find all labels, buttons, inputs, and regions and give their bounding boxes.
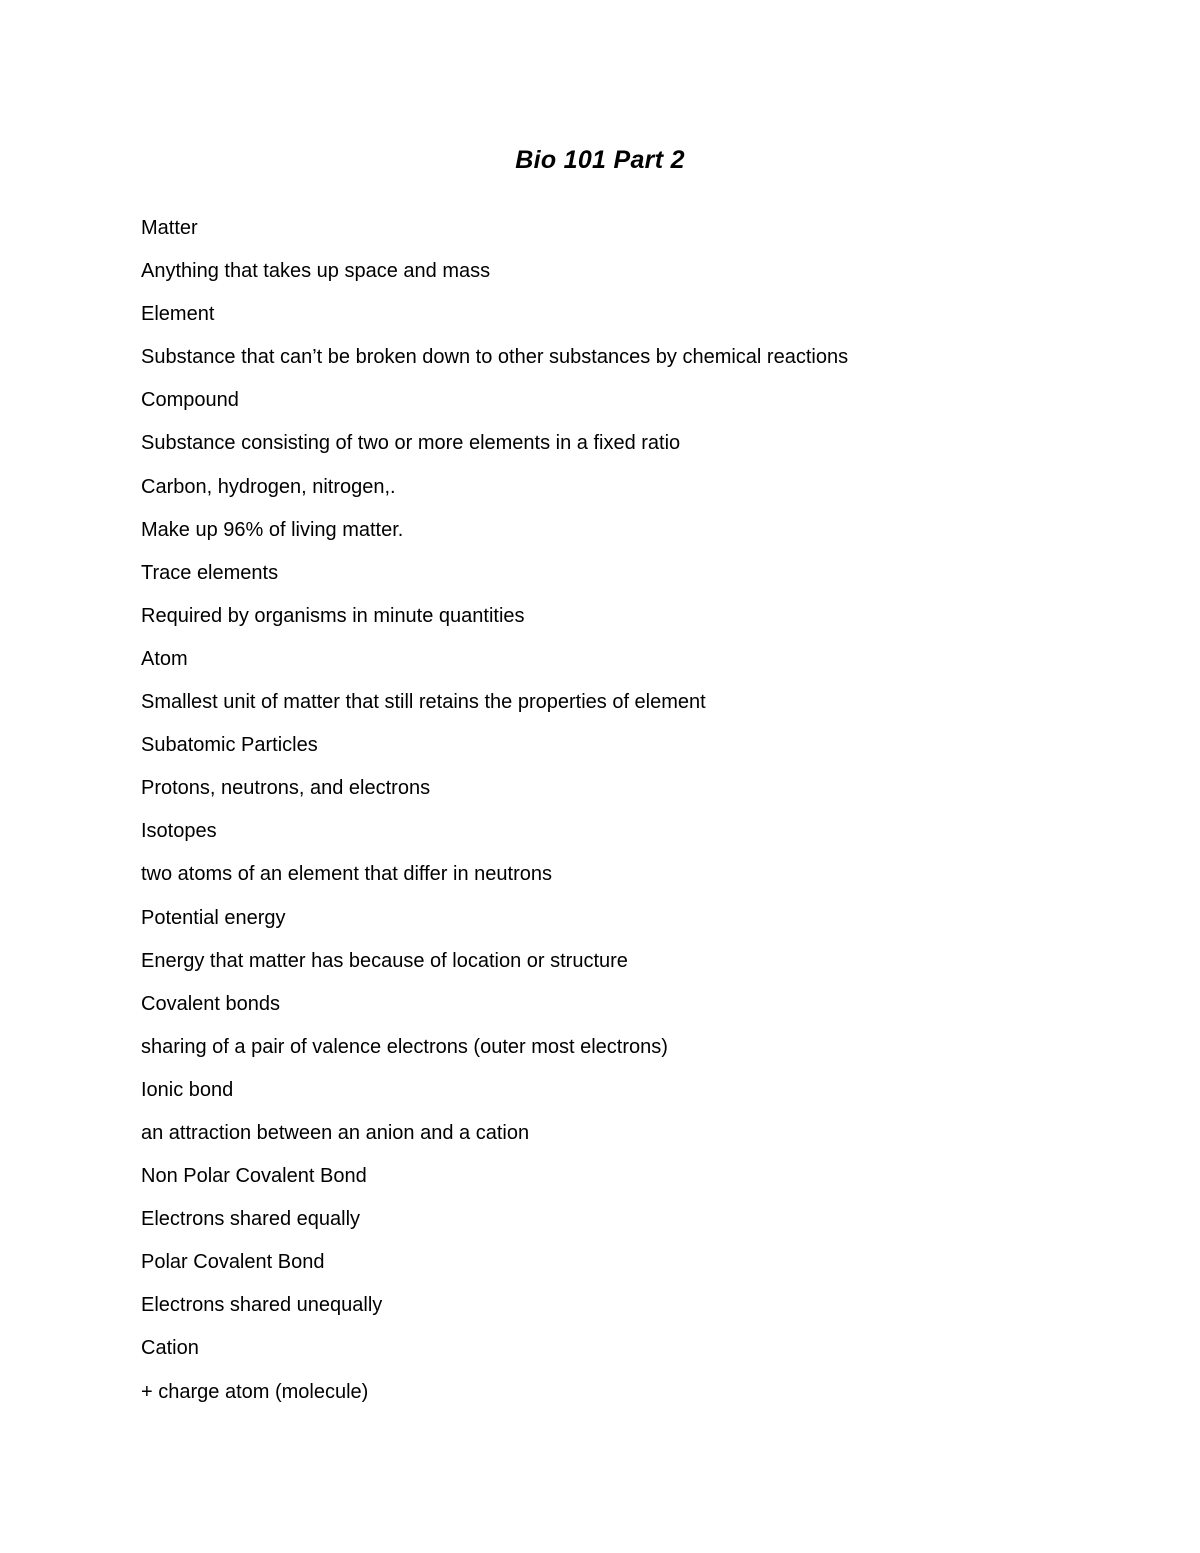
note-line: Matter xyxy=(141,217,198,239)
note-line: Protons, neutrons, and electrons xyxy=(141,777,431,800)
note-line: Non Polar Covalent Bond xyxy=(141,1165,367,1188)
note-line: Potential energy xyxy=(141,906,286,929)
note-line: Anything that takes up space and mass xyxy=(141,260,491,283)
note-line: Substance that can’t be broken down to other substances by chemical reactions xyxy=(141,346,849,369)
note-line: Compound xyxy=(141,389,239,412)
note-line: Carbon, hydrogen, nitrogen,. xyxy=(141,475,396,498)
note-line: Smallest unit of matter that still retains the properties of element xyxy=(141,691,706,714)
note-line: Covalent bonds xyxy=(141,992,280,1015)
notes-list xyxy=(141,210,1141,1417)
note-line: Trace elements xyxy=(141,561,279,584)
note-line: Isotopes xyxy=(141,820,217,843)
note-line: Polar Covalent Bond xyxy=(141,1251,325,1274)
note-line: Atom xyxy=(141,647,188,670)
note-line: sharing of a pair of valence electrons (outer most electrons) xyxy=(141,1035,668,1058)
note-line: Electrons shared unequally xyxy=(141,1294,383,1317)
note-line: Electrons shared equally xyxy=(141,1208,361,1231)
note-line: Energy that matter has because of location or structure xyxy=(141,949,628,972)
document-title: Bio 101 Part 2 xyxy=(515,146,685,174)
note-line: an attraction between an anion and a cation xyxy=(141,1121,530,1144)
note-line: + charge atom (molecule) xyxy=(141,1380,369,1403)
note-line: two atoms of an element that differ in neutrons xyxy=(141,863,552,886)
note-line: Cation xyxy=(141,1337,199,1360)
note-line: Subatomic Particles xyxy=(141,734,318,757)
note-line: Element xyxy=(141,303,215,326)
note-line: Substance consisting of two or more elements in a fixed ratio xyxy=(141,432,681,455)
note-line: Make up 96% of living matter. xyxy=(141,518,404,541)
note-line: Required by organisms in minute quantities xyxy=(141,604,525,627)
note-line: Ionic bond xyxy=(141,1078,234,1101)
